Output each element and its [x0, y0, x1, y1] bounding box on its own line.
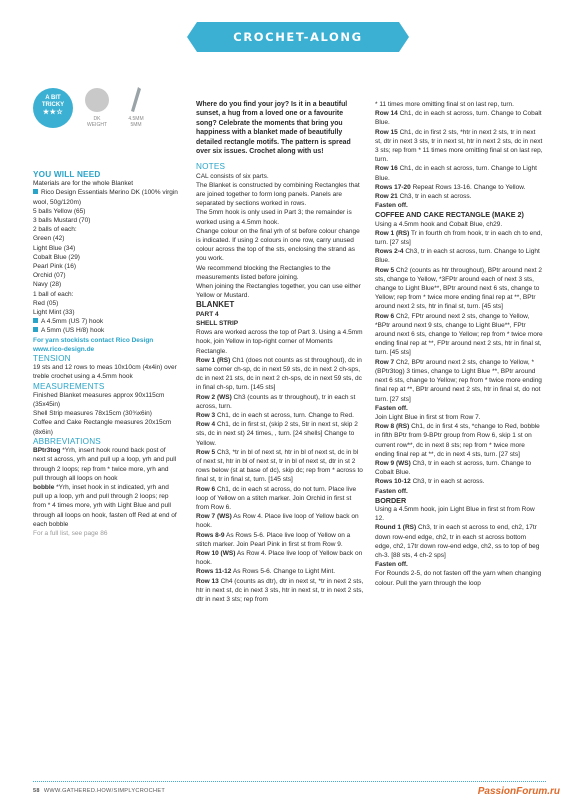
need-item: 5 balls Yellow (65)	[33, 207, 86, 215]
join-note: Join Light Blue in first st from Row 7.	[375, 413, 481, 421]
need-item: Pearl Pink (16)	[33, 263, 76, 271]
strip-label: SHELL STRIP	[196, 319, 239, 327]
star-rating-icon: ★★☆	[42, 109, 64, 116]
pattern-row: Row 1 (RS) Tr in fourth ch from hook, tr in each ch to end, turn. [27 sts]	[375, 229, 543, 247]
pattern-row: Row 9 (WS) Ch3, tr in each st across, turn. Change to Cobalt Blue.	[375, 459, 532, 477]
bullet-icon	[33, 327, 38, 332]
pattern-row: Row 5 Ch3, *tr in bl of next st, htr in bl of next st, dc in bl of next st, htr in bl of next st, tr in bl of next st, dtr in st 2 rows below (st at base of dc), skip dc; rep from * across to final st, tr in final st, turn. [145 sts]	[196, 448, 363, 484]
border-end: For Rounds 2-5, do not fasten off the yarn when changing colour. Pull the yarn through the loop	[375, 570, 542, 587]
heading-notes: NOTES	[196, 162, 226, 172]
pattern-row: Row 14 Ch1, dc in each st across, turn. Change to Cobalt Blue.	[375, 110, 542, 127]
stockists: For yarn stockists contact Rico Design www.rico-design.de	[33, 336, 154, 353]
row-continuation: * 11 times more omitting final st on last rep, turn.	[375, 101, 514, 108]
difficulty-badge	[33, 88, 73, 128]
strip-intro: Rows are worked across the top of Part 3. Using a 4.5mm hook, join Yellow in top-right corner of Moments Rectangle.	[196, 329, 363, 355]
fasten-off: Fasten off.	[375, 487, 408, 495]
need-item: 2 balls of each:	[33, 226, 77, 234]
note: CAL consists of six parts.	[196, 172, 269, 180]
pattern-column-3	[375, 100, 543, 588]
intro-text: Where do you find your joy? Is it in a beautiful sunset, a hug from a loved one or a favourite song? Celebrate the moments that bring you happiness with a blanket made of beautifully detailed rectangle motifs. The pattern is spread over six issues. Crochet along with us!	[196, 101, 351, 156]
pattern-row: Row 7 Ch2, BPtr around next 2 sts, change to Yellow, *(BPtr3tog) 3 times, change to Light Blue **, BPtr around next 6 sts, change to Yellow; rep from * twice more ending final rep at **, BPtr around next 2 sts, htr in final st, do not turn. [27 sts]	[375, 358, 542, 403]
pattern-row: Row 5 Ch2 (counts as htr throughout), BPtr around next 2 sts, change to Yellow, *3FPtr around each of next 3 sts, change to Light Blue**, BPtr around next 6 sts, change to Yellow; rep from * twice more ending final rep at **, BPtr around next 2 sts, htr in final st, turn. [45 sts]	[375, 266, 542, 311]
pattern-row: Rows 2-4 Ch3, tr in each st across, turn. Change to Light Blue.	[375, 248, 540, 265]
crochet-hook-icon	[129, 86, 143, 114]
pattern-row: Row 4 Ch1, dc in first st, (skip 2 sts, 5tr in next st, skip 2 sts, dc in next st) 24 times, , turn. [24 shells] Change to Yellow.	[196, 421, 358, 447]
footer-url[interactable]: WWW.GATHERED.HOW/SIMPLYCROCHET	[43, 788, 166, 794]
note: When joining the Rectangles together, you can use either Yellow or Mustard.	[196, 283, 361, 300]
pattern-row: Rows 10-12 Ch3, tr in each st across.	[375, 478, 485, 486]
badge-line2: TRICKY	[41, 102, 65, 108]
fasten-off: Fasten off.	[375, 561, 408, 569]
measure-text: Shell Strip measures 78x15cm (30¾x6in)	[33, 410, 152, 418]
note: The Blanket is constructed by combining Rectangles that are joined together to form long panels. Panels are separated by sections worked in rows.	[196, 181, 360, 208]
need-item: Orchid (07)	[33, 272, 66, 280]
pattern-row: Row 3 Ch1, dc in each st across, turn. Change to Red.	[196, 411, 354, 419]
yarn-weight-label: DK WEIGHT	[87, 116, 107, 128]
pattern-row: Row 6 Ch2, FPtr around next 2 sts, change to Yellow, *BPtr around next 9 sts, change to Light Blue**, FPtr around next 6 sts, change to Yellow; rep from * twice more ending final rep at **, FPtr around next 2 sts, htr in final st, turn. [45 sts]	[375, 312, 543, 357]
border-intro: Using a 4.5mm hook, join Light Blue in first st from Row 12.	[375, 505, 535, 523]
note: Change colour on the final yrh of st before colour change is indicated. If using 2 colours in one row, carry unused colour across the top of the sts, enclosing the strand as you work.	[196, 227, 360, 263]
need-item: Red (05)	[33, 299, 59, 307]
hook-size-label: 4.5MM 5MM	[128, 116, 144, 128]
pattern-column-2	[196, 100, 364, 604]
need-item: 3 balls Mustard (70)	[33, 217, 91, 225]
need-item: Light Blue (34)	[33, 244, 76, 252]
pattern-row: Rows 8-9 As Rows 5-6. Place live loop of Yellow on a stitch marker. Join Pearl Pink in first st from Row 9.	[196, 531, 351, 548]
page-footer	[33, 788, 165, 794]
need-yarn: Rico Design Essentials Merino DK (100% virgin wool, 50g/120m)	[33, 189, 178, 206]
note: We recommend blocking the Rectangles to the measurements listed before joining.	[196, 264, 331, 281]
yarn-ball-icon	[85, 88, 109, 112]
fasten-off: Fasten off.	[375, 202, 408, 210]
pattern-row: Row 21 Ch3, tr in each st across.	[375, 193, 472, 201]
bullet-icon	[33, 189, 38, 194]
heading-border: BORDER	[375, 495, 407, 505]
pattern-row: Rows 11-12 As Rows 5-6. Change to Light Mint.	[196, 568, 336, 576]
need-item: Cobalt Blue (29)	[33, 253, 80, 261]
pattern-row: Row 7 (WS) As Row 4. Place live loop of Yellow back on hook.	[196, 513, 359, 530]
tension-text: 19 sts and 12 rows to meas 10x10cm (4x4in) over treble crochet using a 4.5mm hook	[33, 364, 177, 381]
abbreviation: BPtr3tog *Yrh, insert hook round back post of next st across, yrh and pull up a loop, yrh and pull through 2 loops; rep from * twice more, yrh and pull through all loops on hook	[33, 447, 177, 482]
pattern-row: Row 1 (RS) Ch1 (does not counts as st throughout), dc in same corner ch-sp, dc in next 59 sts, dc in next 2 ch-sps, dc in next 21 sts, dc in next 2 ch-sps, dc in next 59 sts, dc in final ch-sp, turn. [145 sts]	[196, 356, 362, 392]
materials-column	[33, 170, 179, 538]
pattern-row: Row 10 (WS) As Row 4. Place live loop of Yellow back on hook.	[196, 549, 363, 567]
part-label: PART 4	[196, 310, 219, 318]
abbreviation: bobble *Yrh, inset hook in st indicated, yrh and pull up a loop, yrh and pull through 2 loops; rep from * 4 times more, yrh with Light Blue and pull through all loops on hook, fasten off Red at end of each bobble	[33, 483, 177, 528]
full-list-ref: For a full list, see page 86	[33, 529, 108, 537]
need-item: 1 ball of each:	[33, 290, 74, 298]
note: The 5mm hook is only used in Part 3; the remainder is worked using a 4.5mm hook.	[196, 209, 352, 226]
fasten-off: Fasten off.	[375, 404, 408, 412]
badge-line1: A BIT	[45, 95, 61, 101]
need-item: Light Mint (33)	[33, 309, 75, 317]
heading-abbreviations: ABBREVIATIONS	[33, 436, 101, 446]
measure-text: Coffee and Cake Rectangle measures 20x15cm (8x6in)	[33, 419, 172, 436]
pattern-row: Round 1 (RS) Ch3, tr in each st across to end, ch2, 17tr down row-end edge, ch2, tr in each st across bottom edge, ch2, 17tr down row-end edge, ch2, ss to top of beg ch-3. [88 sts, 4 ch-2 sps]	[375, 524, 540, 559]
pattern-row: Row 16 Ch1, dc in each st across, turn. Change to Light Blue.	[375, 165, 537, 182]
heading-measurements: MEASUREMENTS	[33, 381, 105, 391]
need-hook2: A 5mm (US H/8) hook	[33, 326, 179, 335]
pattern-row: Rows 17-20 Repeat Rows 13-16. Change to Yellow.	[375, 183, 526, 191]
pattern-row: Row 13 Ch4 (counts as dtr), dtr in next st, *tr in next 2 sts, htr in next st, dc in next 3 sts, htr in next st, tr in next 2 sts, dtr in next 3 sts; rep from	[196, 577, 364, 603]
page-number: 58	[33, 788, 40, 794]
pattern-row: Row 6 Ch1, dc in each st across, do not turn. Place live loop of Yellow on a stitch marker. Join Orchid in first st from Row 6.	[196, 485, 357, 511]
need-hook1: A 4.5mm (US 7) hook	[33, 317, 179, 326]
heading-tension: TENSION	[33, 354, 71, 364]
need-intro: Materials are for the whole Blanket	[33, 180, 134, 188]
watermark: PassionForum.ru	[477, 786, 560, 797]
footer-divider	[33, 781, 546, 782]
measure-text: Finished Blanket measures approx 90x115cm (35x45in)	[33, 391, 165, 409]
pattern-row: Row 15 Ch1, dc in first 2 sts, *htr in next 2 sts, tr in next st, dtr in next 3 sts, tr in next st, htr in next 2 sts, dc in next 3 sts; rep from * 11 times more omitting final st on last rep, turn.	[375, 128, 543, 164]
difficulty-info	[33, 86, 179, 144]
heading-you-will-need: YOU WILL NEED	[33, 170, 101, 179]
need-item: Navy (28)	[33, 281, 62, 289]
heading-coffee-cake: COFFEE AND CAKE RECTANGLE (MAKE 2)	[375, 210, 524, 220]
pattern-row: Row 8 (RS) Ch1, dc in first 4 sts, *change to Red, bobble in fifth BPtr from 9-BPtr group from Row 6, skip 1 st on current row**, dc in next 8 sts; rep from * twice more ending final rep at **, dc in next 4 sts, turn. [27 sts]	[375, 423, 540, 458]
heading-blanket: BLANKET	[196, 300, 235, 310]
need-item: Green (42)	[33, 235, 65, 243]
bullet-icon	[33, 318, 38, 323]
section-banner: CROCHET-ALONG	[197, 22, 399, 52]
pattern-row: Row 2 (WS) Ch3 (counts as tr throughout), tr in each st across, turn.	[196, 393, 356, 410]
coffee-intro: Using a 4.5mm hook and Cobalt Blue, ch29.	[375, 220, 503, 228]
